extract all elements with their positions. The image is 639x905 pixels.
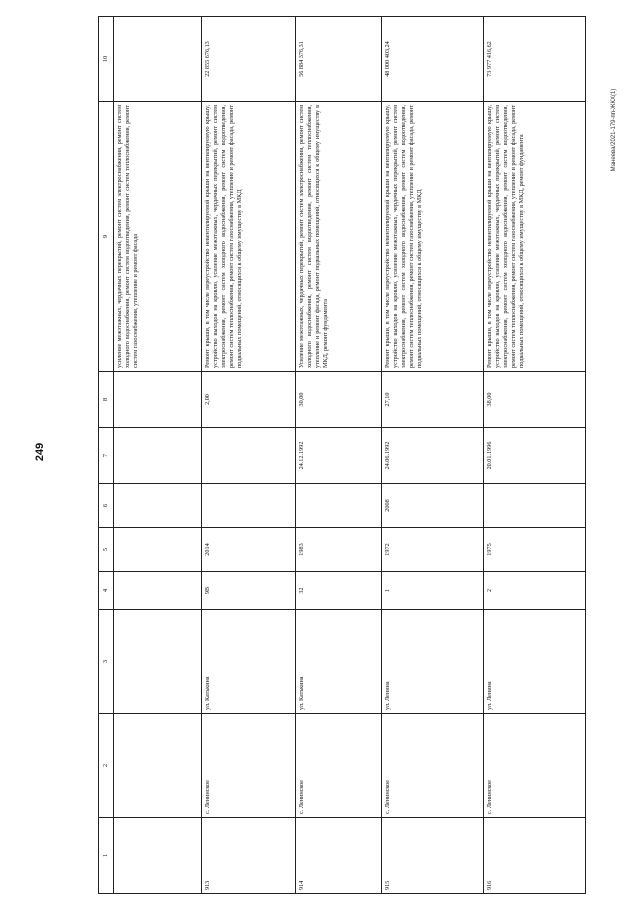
wear-percent-cell: 38,00	[484, 371, 586, 427]
column-header: 7	[99, 427, 114, 483]
house-number-cell: 2	[484, 571, 586, 609]
street-cell: ул. Катькина	[296, 609, 382, 713]
works-description-cell: Ремонт крыши, в том числе переустройство невентилируемой крыши на вентилируемую крышу, устройство выходов на кровлю, усиление межэтажных, чердачных перекрытий, ремонт систем электроснабжения, ремонт систем холодного водоснабжения, ремонт систем водоотведения, ремонт систем теплоснабжения, ремонт систем газоснабжения, утепление и ремонт фасада, ремонт подвальных помещений, относящихся к общему имуществу в МКД, ремонт фундамента	[484, 101, 586, 371]
row-number-cell: 913	[202, 817, 296, 893]
house-number-cell: 32	[296, 571, 382, 609]
street-cell	[114, 609, 202, 713]
year-renovated-cell	[202, 483, 296, 527]
table-row	[484, 16, 586, 893]
document-stamp: Манеева/2021-179-пп-ЖКХ(1)	[611, 88, 617, 172]
year-built-cell: 1983	[296, 527, 382, 571]
table-row	[382, 16, 484, 893]
year-renovated-cell	[296, 483, 382, 527]
column-header: 1	[99, 817, 114, 893]
table-header-row	[99, 16, 114, 893]
column-header: 9	[99, 101, 114, 371]
wear-percent-cell: 30,00	[296, 371, 382, 427]
settlement-cell: с. Ленинское	[382, 713, 484, 817]
cost-cell: 73 977 416,62	[484, 16, 586, 101]
column-header: 3	[99, 609, 114, 713]
column-header: 8	[99, 371, 114, 427]
settlement-cell: с. Ленинское	[484, 713, 586, 817]
table-row	[296, 16, 382, 893]
works-description-cell: Усиление межэтажных, чердачных перекрытий, ремонт систем электроснабжения, ремонт систем холодного водоснабжения, ремонт систем водоотведения, ремонт систем теплоснабжения, утепление и ремонт фасада, ремонт подвальных помещений, относящихся к общему имуществу в МКД, ремонт фундамента	[296, 101, 382, 371]
date-cell: 24.06.1992	[382, 427, 484, 483]
year-renovated-cell	[114, 483, 202, 527]
house-number-cell	[114, 571, 202, 609]
column-header: 2	[99, 713, 114, 817]
year-built-cell: 2014	[202, 527, 296, 571]
page-number: 249	[34, 442, 46, 462]
settlement-cell: с. Ленинское	[202, 713, 296, 817]
year-renovated-cell	[484, 483, 586, 527]
house-number-cell: 1	[382, 571, 484, 609]
street-cell: ул. Катькина	[202, 609, 296, 713]
street-cell: ул. Ленина	[382, 609, 484, 713]
date-cell	[114, 427, 202, 483]
table-row	[114, 16, 202, 893]
year-built-cell: 1972	[382, 527, 484, 571]
column-header: 10	[99, 16, 114, 101]
cost-cell: 56 884 376,31	[296, 16, 382, 101]
row-number-cell: 915	[382, 817, 484, 893]
row-number-cell: 914	[296, 817, 382, 893]
settlement-cell: с. Ленинское	[296, 713, 382, 817]
cost-cell	[114, 16, 202, 101]
row-number-cell	[114, 817, 202, 893]
table-row	[202, 16, 296, 893]
settlement-cell	[114, 713, 202, 817]
date-cell: 24.12.1992	[296, 427, 382, 483]
year-built-cell	[114, 527, 202, 571]
works-description-cell: усиление межэтажных, чердачных перекрытий, ремонт систем электроснабжения, ремонт систем холодного водоснабжения, ремонт систем водоотведения, ремонт систем теплоснабжения, ремонт систем газоснабжения, утепление и ремонт фасада	[114, 101, 202, 371]
date-cell: 20.01.1996	[484, 427, 586, 483]
year-built-cell: 1975	[484, 527, 586, 571]
wear-percent-cell	[114, 371, 202, 427]
year-renovated-cell: 2008	[382, 483, 484, 527]
works-description-cell: Ремонт крыши, в том числе переустройство невентилируемой крыши на вентилируемую крышу, устройство выходов на кровлю, усиление межэтажных, чердачных перекрытий, ремонт систем электроснабжения, ремонт систем холодного водоснабжения, ремонт систем водоотведения, ремонт систем теплоснабжения, ремонт систем газоснабжения, утепление и ремонт фасада, ремонт подвальных помещений, относящихся к общему имуществу в МКД	[202, 101, 296, 371]
wear-percent-cell: 2,00	[202, 371, 296, 427]
column-header: 6	[99, 483, 114, 527]
street-cell: ул. Ленина	[484, 609, 586, 713]
date-cell	[202, 427, 296, 483]
cost-cell: 48 000 403,24	[382, 16, 484, 101]
repair-program-table	[98, 16, 586, 894]
cost-cell: 22 855 676,13	[202, 16, 296, 101]
wear-percent-cell: 27,10	[382, 371, 484, 427]
column-header: 5	[99, 527, 114, 571]
column-header: 4	[99, 571, 114, 609]
works-description-cell: Ремонт крыши, в том числе переустройство невентилируемой крыши на вентилируемую крышу, устройство выходов на кровлю, усиление межэтажных, чердачных перекрытий, ремонт систем электроснабжения, ремонт систем холодного водоснабжения, ремонт систем водоотведения, ремонт систем теплоснабжения, ремонт систем газоснабжения, утепление и ремонт фасада, ремонт подвальных помещений, относящихся к общему имуществу в МКД	[382, 101, 484, 371]
table-wrapper	[99, 16, 585, 893]
house-number-cell: 9В	[202, 571, 296, 609]
row-number-cell: 916	[484, 817, 586, 893]
